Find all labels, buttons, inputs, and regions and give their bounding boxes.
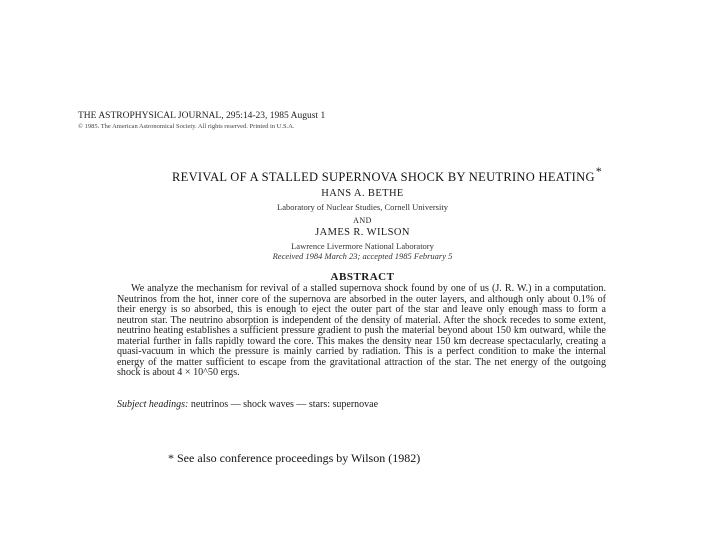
copyright-notice: © 1985. The American Astronomical Society. All rights reserved. Printed in U.S.A. [78, 123, 295, 130]
subject-headings-terms: neutrinos — shock waves — stars: supernovae [190, 399, 379, 410]
paper-title [172, 164, 603, 185]
title-footnote-mark: * [595, 164, 603, 178]
subject-headings [117, 399, 378, 410]
subject-headings-label: Subject headings: [117, 399, 189, 410]
abstract-heading: ABSTRACT [330, 271, 395, 283]
author-name-1: HANS A. BETHE [321, 188, 404, 199]
abstract-body: We analyze the mechanism for revival of a stalled supernova shock found by one of us (J. R. W.) in a computation. Neutrinos from the hot, inner core of the supernova are absorbed in the outer layers, and although only about 0.1% of their energy is so absorbed, this is enough to eject the outer part of the star and leave only enough mass to form a neutron star. The neutrino absorption is independent of the density of material. After the shock recedes to some extent, neutrino heating establishes a sufficient pressure gradient to push the material beyond about 150 km outward, while the material further in falls rapidly toward the core. This makes the density near 150 km decrease spectacularly, creating a quasi-vacuum in which the pressure is mainly carried by radiation. This is a perfect condition to make the internal energy of the matter sufficient to escape from the gravitational attraction of the star. The net energy of the outgoing shock is about 4 × 10^50 ergs. [117, 283, 606, 378]
journal-citation: THE ASTROPHYSICAL JOURNAL, 295:14-23, 1985 August 1 [78, 111, 326, 121]
affiliation-1: Laboratory of Nuclear Studies, Cornell University [277, 202, 448, 212]
received-dates: Received 1984 March 23; accepted 1985 February 5 [272, 251, 453, 261]
author-name-2: JAMES R. WILSON [315, 227, 410, 238]
affiliation-2: Lawrence Livermore National Laboratory [291, 241, 434, 251]
and-separator: AND [353, 216, 372, 225]
title-text: REVIVAL OF A STALLED SUPERNOVA SHOCK BY NEUTRINO HEATING [172, 170, 595, 184]
footnote: * See also conference proceedings by Wilson (1982) [168, 451, 421, 465]
